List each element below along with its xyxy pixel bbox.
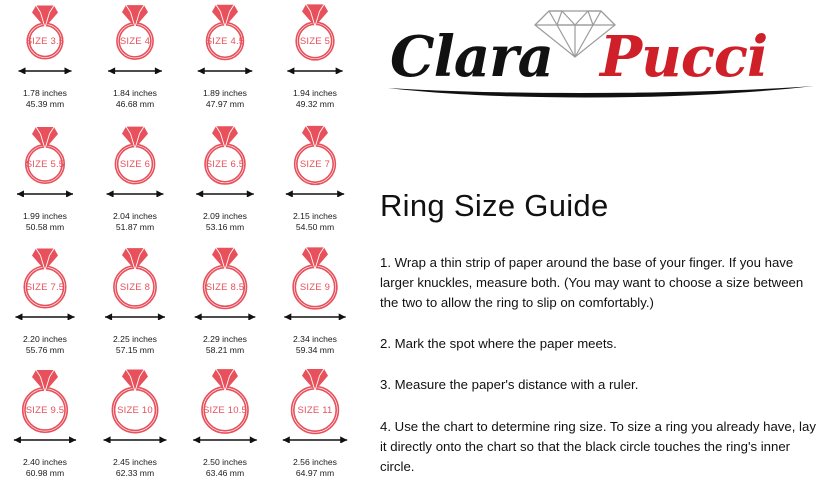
ring-size-cell bbox=[0, 246, 90, 369]
ring-illustration bbox=[270, 369, 360, 443]
ring-illustration bbox=[270, 246, 360, 320]
ring-size-cell bbox=[270, 0, 360, 123]
ring-size-cell bbox=[270, 123, 360, 246]
ring-size-label: SIZE 6 bbox=[119, 159, 151, 170]
ring-mm-value: 59.34 mm bbox=[295, 345, 335, 356]
guide-step-3 bbox=[380, 375, 820, 395]
ring-mm-value: 53.16 mm bbox=[205, 222, 245, 233]
brand-logo bbox=[372, 6, 827, 111]
ring-illustration bbox=[270, 123, 360, 197]
ring-illustration bbox=[180, 246, 270, 320]
ring-size-cell bbox=[270, 246, 360, 369]
ring-inches-value: 1.78 inches bbox=[23, 88, 67, 98]
ring-size-grid bbox=[0, 0, 360, 492]
ring-illustration bbox=[180, 123, 270, 197]
ring-mm-value: 63.46 mm bbox=[205, 468, 245, 479]
ring-measurements bbox=[90, 88, 180, 110]
ring-inches-value: 2.25 inches bbox=[113, 334, 157, 344]
ring-measurements bbox=[90, 334, 180, 356]
ring-size-label: SIZE 7.5 bbox=[25, 282, 65, 293]
guide-step-4-number: 4. bbox=[380, 419, 391, 434]
ring-size-cell bbox=[90, 246, 180, 369]
ring-size-label: SIZE 6.5 bbox=[205, 159, 245, 170]
ring-illustration bbox=[180, 369, 270, 443]
ring-inches-value: 1.99 inches bbox=[23, 211, 67, 221]
ring-illustration bbox=[0, 0, 90, 74]
ring-illustration bbox=[0, 369, 90, 443]
ring-size-cell bbox=[0, 369, 90, 492]
ring-measurements bbox=[180, 88, 270, 110]
ring-size-cell bbox=[180, 0, 270, 123]
ring-mm-value: 45.39 mm bbox=[25, 99, 65, 110]
ring-size-label: SIZE 9.5 bbox=[25, 405, 65, 416]
ring-illustration bbox=[90, 369, 180, 443]
ring-size-cell bbox=[0, 123, 90, 246]
guide-step-4 bbox=[380, 417, 820, 477]
ring-illustration bbox=[90, 123, 180, 197]
guide-step-2-number: 2. bbox=[380, 336, 391, 351]
ring-mm-value: 64.97 mm bbox=[295, 468, 335, 479]
ring-size-label: SIZE 5.5 bbox=[25, 159, 65, 170]
guide-step-1 bbox=[380, 253, 820, 313]
ring-illustration bbox=[0, 246, 90, 320]
ring-illustration bbox=[270, 0, 360, 74]
ring-inches-value: 1.89 inches bbox=[203, 88, 247, 98]
ring-size-label: SIZE 5 bbox=[299, 36, 331, 47]
guide-step-1-text: Wrap a thin strip of paper around the base of your finger. If you have larger knuckles, measure both. (You may want to choose a size between the two to allow the ring to slip on comfortably.) bbox=[380, 255, 804, 310]
ring-size-cell bbox=[180, 246, 270, 369]
ring-measurements bbox=[180, 211, 270, 233]
ring-measurements bbox=[0, 211, 90, 233]
ring-size-cell bbox=[180, 123, 270, 246]
guide-step-2-text: Mark the spot where the paper meets. bbox=[394, 336, 617, 351]
ring-mm-value: 50.58 mm bbox=[25, 222, 65, 233]
ring-size-label: SIZE 11 bbox=[297, 405, 333, 416]
ring-measurements bbox=[270, 334, 360, 356]
ring-size-cell bbox=[180, 369, 270, 492]
ring-mm-value: 54.50 mm bbox=[295, 222, 335, 233]
ring-mm-value: 57.15 mm bbox=[115, 345, 155, 356]
ring-measurements bbox=[180, 334, 270, 356]
ring-size-label: SIZE 7 bbox=[299, 159, 331, 170]
guide-step-4-text: Use the chart to determine ring size. To size a ring you already have, lay it directly onto the chart so that the black circle touches the ring's inner circle. bbox=[380, 419, 816, 474]
ring-mm-value: 51.87 mm bbox=[115, 222, 155, 233]
ring-size-label: SIZE 4 bbox=[119, 36, 151, 47]
ring-measurements bbox=[0, 334, 90, 356]
ring-inches-value: 2.56 inches bbox=[293, 457, 337, 467]
ring-size-cell bbox=[0, 0, 90, 123]
ring-measurements bbox=[180, 457, 270, 479]
ring-inches-value: 2.40 inches bbox=[23, 457, 67, 467]
ring-inches-value: 2.50 inches bbox=[203, 457, 247, 467]
ring-illustration bbox=[180, 0, 270, 74]
ring-illustration bbox=[90, 0, 180, 74]
ring-inches-value: 2.45 inches bbox=[113, 457, 157, 467]
ring-size-label: SIZE 4.5 bbox=[205, 36, 245, 47]
page-title: Ring Size Guide bbox=[380, 188, 609, 223]
ring-inches-value: 2.29 inches bbox=[203, 334, 247, 344]
ring-measurements bbox=[90, 211, 180, 233]
ring-inches-value: 1.94 inches bbox=[293, 88, 337, 98]
ring-mm-value: 60.98 mm bbox=[25, 468, 65, 479]
guide-step-3-text: Measure the paper's distance with a ruler. bbox=[394, 377, 639, 392]
ring-size-chart bbox=[0, 0, 360, 501]
ring-measurements bbox=[0, 457, 90, 479]
ring-measurements bbox=[270, 211, 360, 233]
ring-inches-value: 2.20 inches bbox=[23, 334, 67, 344]
ring-size-cell bbox=[90, 123, 180, 246]
ring-measurements bbox=[0, 88, 90, 110]
ring-size-label: SIZE 9 bbox=[299, 282, 331, 293]
guide-panel bbox=[360, 0, 839, 501]
ring-size-label: SIZE 10 bbox=[117, 405, 153, 416]
ring-size-label: SIZE 8.5 bbox=[205, 282, 245, 293]
ring-illustration bbox=[0, 123, 90, 197]
ring-measurements bbox=[90, 457, 180, 479]
ring-measurements bbox=[270, 88, 360, 110]
ring-mm-value: 62.33 mm bbox=[115, 468, 155, 479]
logo-underline-swoosh bbox=[386, 84, 816, 98]
ring-mm-value: 49.32 mm bbox=[295, 99, 335, 110]
ring-mm-value: 58.21 mm bbox=[205, 345, 245, 356]
ring-inches-value: 2.34 inches bbox=[293, 334, 337, 344]
guide-step-1-number: 1. bbox=[380, 255, 391, 270]
ring-mm-value: 55.76 mm bbox=[25, 345, 65, 356]
ring-measurements bbox=[270, 457, 360, 479]
guide-step-2 bbox=[380, 334, 820, 354]
ring-mm-value: 47.97 mm bbox=[205, 99, 245, 110]
brand-name-second: Pucci bbox=[600, 24, 768, 90]
ring-inches-value: 2.04 inches bbox=[113, 211, 157, 221]
ring-inches-value: 1.84 inches bbox=[113, 88, 157, 98]
ring-size-cell bbox=[90, 369, 180, 492]
guide-step-3-number: 3. bbox=[380, 377, 391, 392]
ring-size-label: SIZE 3.5 bbox=[25, 36, 65, 47]
ring-inches-value: 2.09 inches bbox=[203, 211, 247, 221]
ring-size-label: SIZE 10.5 bbox=[202, 405, 248, 416]
ring-size-cell bbox=[90, 0, 180, 123]
ring-illustration bbox=[90, 246, 180, 320]
ring-mm-value: 46.68 mm bbox=[115, 99, 155, 110]
ring-size-cell bbox=[270, 369, 360, 492]
brand-name-first: Clara bbox=[390, 24, 553, 90]
ring-inches-value: 2.15 inches bbox=[293, 211, 337, 221]
ring-size-label: SIZE 8 bbox=[119, 282, 151, 293]
